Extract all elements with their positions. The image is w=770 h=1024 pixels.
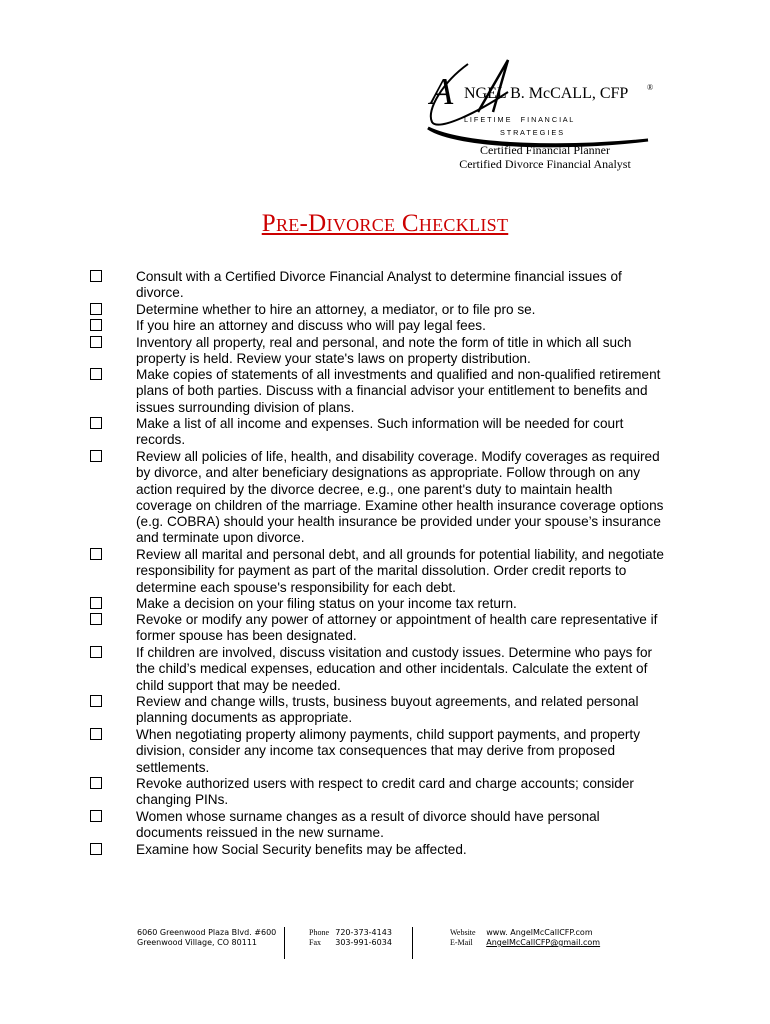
checkbox[interactable]	[90, 777, 102, 789]
checklist-item-text: Consult with a Certified Divorce Financial Analyst to determine financial issues of divorce.	[136, 269, 622, 301]
checkbox[interactable]	[90, 843, 102, 855]
checklist-item-text: If children are involved, discuss visitation and custody issues. Determine who pays for the child’s medical expenses, education and other incidentals. Calculate the extent of child support that may be needed.	[136, 645, 653, 693]
footer-address	[137, 928, 276, 948]
checklist-item-text: Review all policies of life, health, and disability coverage. Modify coverages as required by divorce, and alter beneficiary designations as appropriate. Follow through on any action required by the divorce decree, e.g., one parent's duty to maintain health coverage on children of the marriage. Examine other health insurance coverage options (e.g. COBRA) should your health insurance be provided under your spouse’s insurance and terminate upon divorce.	[136, 449, 664, 546]
logo-registered-mark: ®	[647, 83, 654, 92]
page-title: Pre-Divorce Checklist	[261, 210, 509, 237]
footer-divider	[284, 927, 285, 959]
logo-tagline-2: S T R A T E G I E S	[500, 128, 564, 137]
logo-swoosh-graphic	[418, 52, 668, 152]
footer-phone-fax	[309, 928, 392, 948]
footer-web-email	[450, 928, 600, 948]
checkbox[interactable]	[90, 270, 102, 282]
website-link[interactable]: www. AngelMcCallCFP.com	[486, 928, 593, 937]
checklist-item-text: Make copies of statements of all investments and qualified and non-qualified retirement plans of both parties. Discuss with a financial advisor your entitlement to benefits and issues surrounding division of plans.	[136, 367, 661, 415]
logo-name: NGEL B. McCALL, CFP	[464, 85, 629, 102]
checklist-item-text: Inventory all property, real and personal, and note the form of title in which all such property is held. Review your state's laws on property distribution.	[136, 335, 632, 367]
checklist-item-text: If you hire an attorney and discuss who will pay legal fees.	[136, 318, 486, 333]
fax-number: 303-991-6034	[335, 938, 392, 947]
logo-tagline-1: L I F E T I M E F I N A N C I A L	[464, 115, 574, 124]
checklist-item-text: Review all marital and personal debt, and all grounds for potential liability, and negotiate responsibility for payment as part of the marital dissolution. Order credit reports to determine each spouse's responsibility for each debt.	[136, 547, 664, 595]
checklist-item-text: Review and change wills, trusts, business buyout agreements, and related personal planning documents as appropriate.	[136, 694, 639, 726]
address-line-1: 6060 Greenwood Plaza Blvd. #600	[137, 928, 277, 937]
credentials-block	[440, 143, 650, 171]
checkbox[interactable]	[90, 728, 102, 740]
fax-label: Fax	[309, 938, 321, 947]
checkbox[interactable]	[90, 613, 102, 625]
logo-initial: A	[430, 71, 454, 113]
checklist-item-text: Examine how Social Security benefits may be affected.	[136, 842, 467, 857]
checkbox[interactable]	[90, 695, 102, 707]
checklist-item-text: Revoke or modify any power of attorney or appointment of health care representative if former spouse has been designated.	[136, 612, 658, 644]
checkbox[interactable]	[90, 368, 102, 380]
checkbox[interactable]	[90, 646, 102, 658]
company-logo	[418, 52, 668, 152]
credential-cdfa: Certified Divorce Financial Analyst	[459, 157, 631, 171]
checkbox[interactable]	[90, 336, 102, 348]
checklist-item-text: Women whose surname changes as a result of divorce should have personal documents reissued in the new surname.	[136, 809, 600, 841]
credential-cfp: Certified Financial Planner	[480, 143, 610, 157]
footer-divider	[412, 927, 413, 959]
checkbox[interactable]	[90, 548, 102, 560]
address-line-2: Greenwood Village, CO 80111	[137, 938, 258, 947]
checkbox[interactable]	[90, 597, 102, 609]
checkbox[interactable]	[90, 417, 102, 429]
email-link[interactable]: AngelMcCallCFP@gmail.com	[486, 938, 601, 947]
checklist-item-text: Make a list of all income and expenses. Such information will be needed for court records.	[136, 416, 624, 448]
checklist-item-text: Revoke authorized users with respect to credit card and charge accounts; consider changing PINs.	[136, 776, 634, 808]
phone-label: Phone	[309, 928, 329, 937]
checkbox[interactable]	[90, 319, 102, 331]
checklist-item-text: Make a decision on your filing status on your income tax return.	[136, 596, 517, 611]
website-label: Website	[450, 928, 476, 937]
phone-number[interactable]: 720-373-4143	[335, 928, 392, 937]
checkbox[interactable]	[90, 303, 102, 315]
checklist-item-text: When negotiating property alimony payments, child support payments, and property division, consider any income tax consequences that may derive from proposed settlements.	[136, 727, 640, 775]
checkbox[interactable]	[90, 810, 102, 822]
checkbox[interactable]	[90, 450, 102, 462]
email-label: E-Mail	[450, 938, 473, 947]
checklist-item-text: Determine whether to hire an attorney, a mediator, or to file pro se.	[136, 302, 536, 317]
